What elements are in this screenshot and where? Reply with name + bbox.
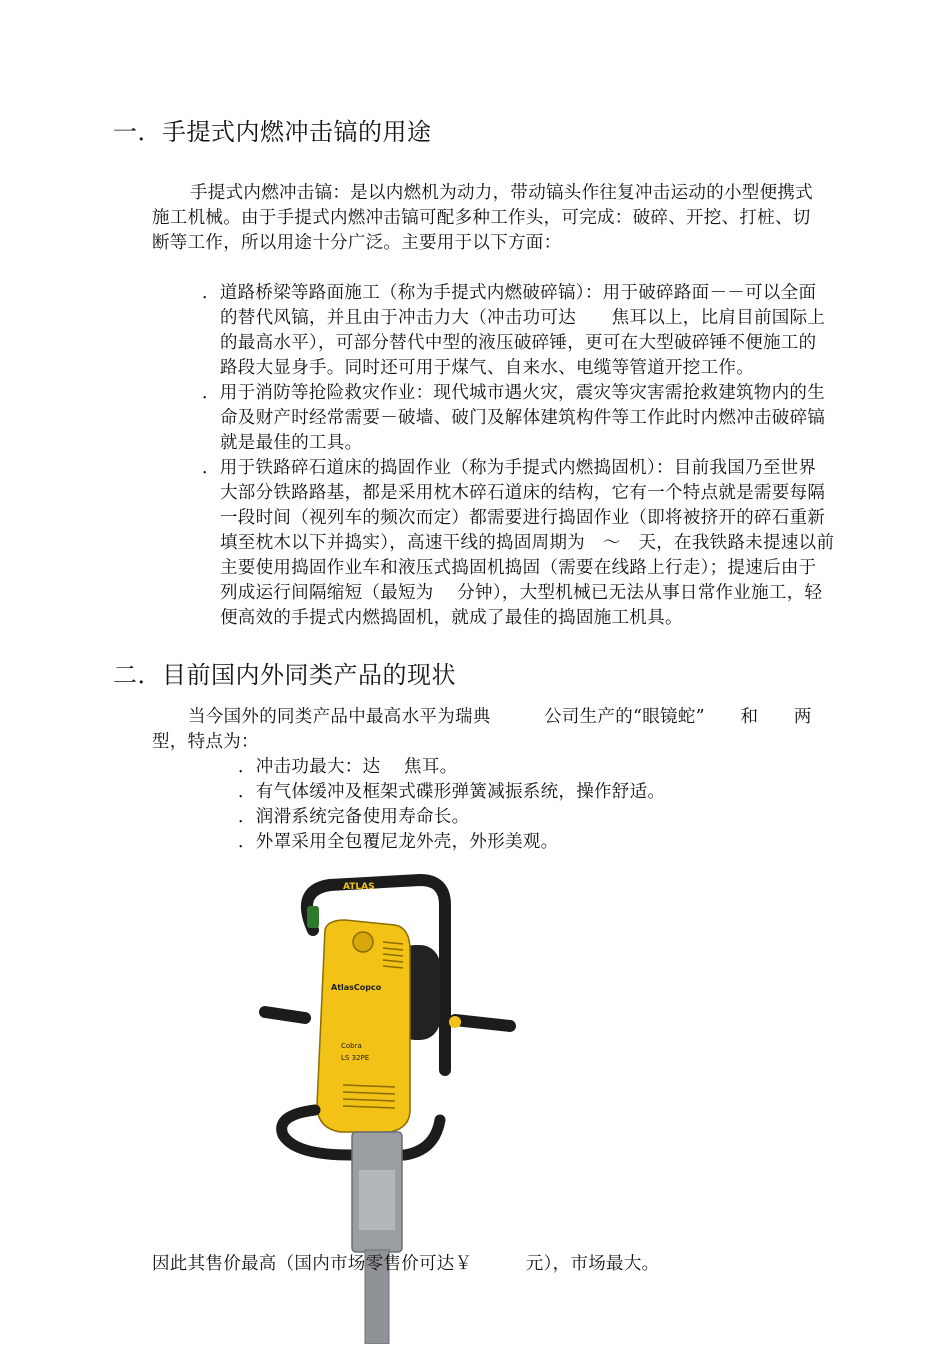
feature-point: ．有气体缓冲及框架式碟形弹簧减振系统，操作舒适。: [238, 782, 666, 802]
section1-intro-line: 断等工作，所以用途十分广泛。主要用于以下方面：: [152, 233, 562, 253]
item-line: 命及财产时经常需要－破墙、破门及解体建筑构件等工作此时内燃冲击破碎镐: [220, 408, 826, 428]
section2-intro-line: 型，特点为：: [152, 732, 259, 752]
section1-intro-line: 施工机械。由于手提式内燃冲击镐可配多种工作头，可完成：破碎、开挖、打桩、切: [152, 208, 811, 228]
section2-heading: 二．目前国内外同类产品的现状: [113, 661, 456, 689]
feature-point: ．外罩采用全包覆尼龙外壳，外形美观。: [238, 832, 559, 852]
feature-point: ．冲击功最大：达 焦耳。: [238, 757, 458, 777]
item-line: 大部分铁路路基，都是采用枕木碎石道床的结构，它有一个特点就是需要每隔: [220, 483, 826, 503]
body-brand-text: AtlasCopco: [331, 983, 382, 992]
handle-brand-text: ATLAS: [343, 882, 375, 892]
item-line: ．用于消防等抢险救灾作业：现代城市遇火灾，震灾等灾害需抢救建筑物内的生: [202, 383, 825, 403]
item-line: ．道路桥梁等路面施工（称为手提式内燃破碎镐）：用于破碎路面－－可以全面: [202, 283, 817, 303]
item-line: 主要使用捣固作业车和液压式捣固机捣固（需要在线路上行走）；提速后由于: [220, 558, 817, 578]
model-code-text: LS 32PE: [341, 1054, 370, 1062]
item-line: ．用于铁路碎石道床的捣固作业（称为手提式内燃捣固机）：目前我国乃至世界: [202, 458, 817, 478]
section1-intro-line: 手提式内燃冲击镐：是以内燃机为动力，带动镐头作往复冲击运动的小型便携式: [190, 183, 813, 203]
item-line: 就是最佳的工具。: [220, 433, 363, 453]
item-line: 路段大显身手。同时还可用于煤气、自来水、电缆等管道开挖工作。: [220, 358, 754, 378]
item-line: 一段时间（视列车的频次而定）都需要进行捣固作业（即将被挤开的碎石重新: [220, 508, 826, 528]
item-line: 填至枕木以下并捣实），高速干线的捣固周期为 ～ 天，在我铁路未提速以前: [220, 533, 835, 553]
item-line: 便高效的手提式内燃捣固机，就成了最佳的捣固施工机具。: [220, 608, 683, 628]
closing-line: 因此其售价最高（国内市场零售价可达￥ 元），市场最大。: [152, 1254, 660, 1274]
model-text: Cobra: [341, 1042, 362, 1050]
section2-intro-line: 当今国外的同类产品中最高水平为瑞典 公司生产的“眼镜蛇” 和 两: [188, 707, 812, 727]
section1-heading: 一．手提式内燃冲击镐的用途: [113, 118, 432, 146]
item-line: 的最高水平），可部分替代中型的液压破碎锤，更可在大型破碎锤不便施工的: [220, 333, 817, 353]
item-line: 的替代风镐，并且由于冲击力大（冲击功可达 焦耳以上，比肩目前国际上: [220, 308, 826, 328]
feature-point: ．润滑系统完备使用寿命长。: [238, 807, 470, 827]
item-line: 列成运行间隔缩短（最短为 分钟），大型机械已无法从事日常作业施工，轻: [220, 583, 823, 603]
